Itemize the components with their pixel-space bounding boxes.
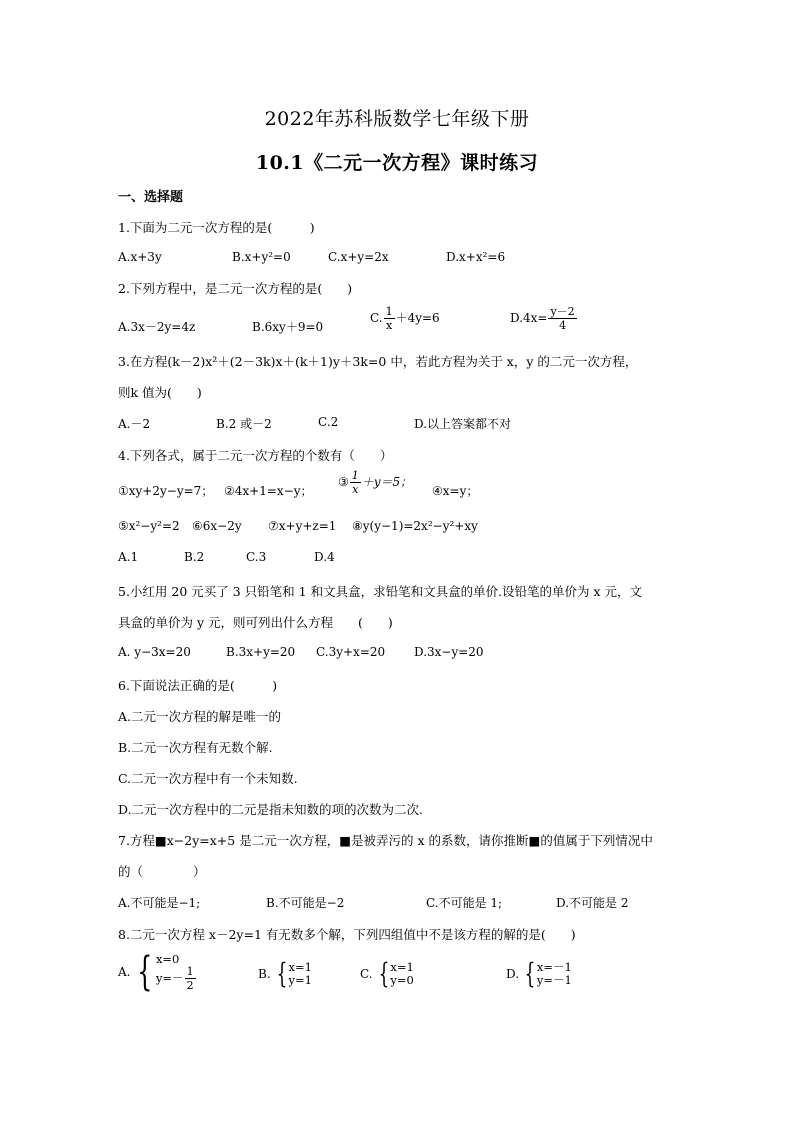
q6-option-d: D.二元一次方程中的二元是指未知数的项的次数为二次. <box>118 802 424 817</box>
q8-a-row-2-text: y=－ <box>155 971 184 985</box>
q8-c-row-1: x=1 <box>390 960 414 974</box>
q7-option-b: B.不可能是−2 <box>266 896 345 910</box>
question-1-stem: 1.下面为二元一次方程的是( ) <box>118 220 315 235</box>
left-brace: { <box>378 957 389 990</box>
q4-option-c: C.3 <box>246 550 267 564</box>
question-7-line-1: 7.方程■x−2y=x+5 是二元一次方程，■是被弄污的 x 的系数，请你推断■的值属于下列情况中 <box>118 833 653 848</box>
question-2-stem: 2.下列方程中，是二元一次方程的是( ) <box>118 281 353 296</box>
q2-d-fraction <box>548 306 576 331</box>
q4-option-a: A.1 <box>118 550 139 564</box>
q3-option-a: A.－2 <box>118 417 151 431</box>
question-5-line-1: 5.小红用 20 元买了 3 只铅笔和 1 和文具盒，求铅笔和文具盒的单价.设铅笔的单价为 x 元，文 <box>118 584 643 599</box>
q8-option-b <box>258 957 312 990</box>
q5-option-b: B.3x+y=20 <box>226 645 296 659</box>
q4-item-3-label: ③ <box>338 475 349 489</box>
q8-a-label: A. <box>118 965 131 979</box>
fraction-denominator: x <box>385 319 393 332</box>
q4-item-3-fraction <box>350 470 361 495</box>
left-brace: { <box>524 957 536 990</box>
fraction-numerator: y－2 <box>550 305 575 318</box>
q6-option-a: A.二元一次方程的解是唯一的 <box>118 709 282 724</box>
document-title: 2022年苏科版数学七年级下册 <box>264 108 530 130</box>
q4-item-2: ②4x+1=x−y； <box>224 484 313 498</box>
q8-b-row-1: x=1 <box>288 960 312 974</box>
q4-option-d: D.4 <box>314 550 335 564</box>
q6-option-b: B.二元一次方程有无数个解. <box>118 740 273 755</box>
q1-option-c: C.x+y=2x <box>328 250 389 264</box>
fraction-denominator: 2 <box>186 979 194 992</box>
q8-d-row-2: y=－1 <box>536 973 572 987</box>
q4-item-1: ①xy+2y−y=7； <box>118 484 214 498</box>
q2-option-d <box>510 306 578 331</box>
fraction-numerator: 1 <box>186 965 194 978</box>
q6-option-c: C.二元一次方程中有一个未知数. <box>118 771 298 786</box>
fraction-denominator: 4 <box>559 319 567 332</box>
q7-option-a: A.不可能是−1; <box>118 896 201 910</box>
fraction-numerator: 1 <box>385 305 393 318</box>
q2-c-label: C. <box>370 311 383 325</box>
q8-b-system <box>288 961 311 987</box>
q5-option-c: C.3y+x=20 <box>316 645 386 659</box>
section-heading: 一、选择题 <box>118 190 184 205</box>
q8-c-row-2: y=0 <box>390 973 414 987</box>
q2-c-fraction <box>384 306 395 331</box>
q4-item-4: ④x=y； <box>432 484 479 498</box>
q8-c-system <box>390 961 413 987</box>
q5-option-d: D.3x−y=20 <box>414 645 484 659</box>
q7-option-c: C.不可能是 1; <box>426 896 503 910</box>
q7-option-d: D.不可能是 2 <box>556 896 629 910</box>
q2-d-label: D.4x= <box>510 311 548 325</box>
q5-option-a: A. y−3x=20 <box>118 645 191 659</box>
q8-c-label: C. <box>360 967 373 981</box>
q3-option-d: D.以上答案都不对 <box>414 417 512 431</box>
q8-b-row-2: y=1 <box>288 973 312 987</box>
question-3-line-2: 则k 值为( ) <box>118 385 202 400</box>
q4-item-5: ⑤x²−y²=2 <box>118 519 180 533</box>
q4-item-8: ⑧y(y−1)=2x²−y²+xy <box>352 519 478 533</box>
q4-item-3-rest: ＋y＝5； <box>361 475 413 489</box>
q8-option-d <box>506 957 572 990</box>
question-4-stem: 4.下列各式，属于二元一次方程的个数有（ ） <box>118 448 393 463</box>
q4-item-6: ⑥6x−2y <box>192 519 242 533</box>
question-6-stem: 6.下面说法正确的是( ) <box>118 678 278 693</box>
q4-item-7: ⑦x+y+z=1 <box>268 519 337 533</box>
q1-option-b: B.x+y²=0 <box>232 250 291 264</box>
question-3-line-1: 3.在方程(k－2)x²＋(2－3k)x＋(k＋1)y＋3k=0 中，若此方程为关于 x，y 的二元一次方程， <box>118 354 638 369</box>
document-subtitle: 10.1《二元一次方程》课时练习 <box>255 152 539 174</box>
left-brace: { <box>276 957 287 990</box>
q4-option-b: B.2 <box>184 550 205 564</box>
question-7-line-2: 的（ ） <box>118 864 206 879</box>
q8-b-label: B. <box>258 967 271 981</box>
question-8-stem: 8.二元一次方程 x－2y=1 有无数多个解，下列四组值中不是该方程的解的是( ) <box>118 927 576 942</box>
fraction-numerator: 1 <box>351 469 359 482</box>
q8-d-label: D. <box>506 967 520 981</box>
q8-d-row-1: x=－1 <box>536 960 572 974</box>
left-brace: { <box>137 949 153 995</box>
q3-option-c: C.2 <box>318 415 339 429</box>
q8-option-c <box>360 957 414 990</box>
q4-item-3 <box>338 470 412 495</box>
q2-option-c <box>370 306 440 331</box>
q2-c-rest: ＋4y=6 <box>395 311 440 325</box>
q8-d-system <box>537 961 572 987</box>
q3-option-b: B.2 或－2 <box>216 417 272 431</box>
q8-a-row-1: x=0 <box>155 952 180 966</box>
q2-option-a: A.3x－2y=4z <box>118 320 196 334</box>
fraction-denominator: x <box>352 483 359 496</box>
q8-a-system <box>156 953 197 991</box>
q8-a-row-2 <box>156 966 197 991</box>
q2-option-b: B.6xy＋9=0 <box>252 320 324 334</box>
q8-option-a <box>118 949 197 995</box>
q8-a-fraction <box>185 966 196 991</box>
question-5-line-2: 具盒的单价为 y 元，则可列出什么方程 ( ) <box>118 615 393 630</box>
q1-option-d: D.x+x²=6 <box>446 250 506 264</box>
q1-option-a: A.x+3y <box>118 250 162 264</box>
